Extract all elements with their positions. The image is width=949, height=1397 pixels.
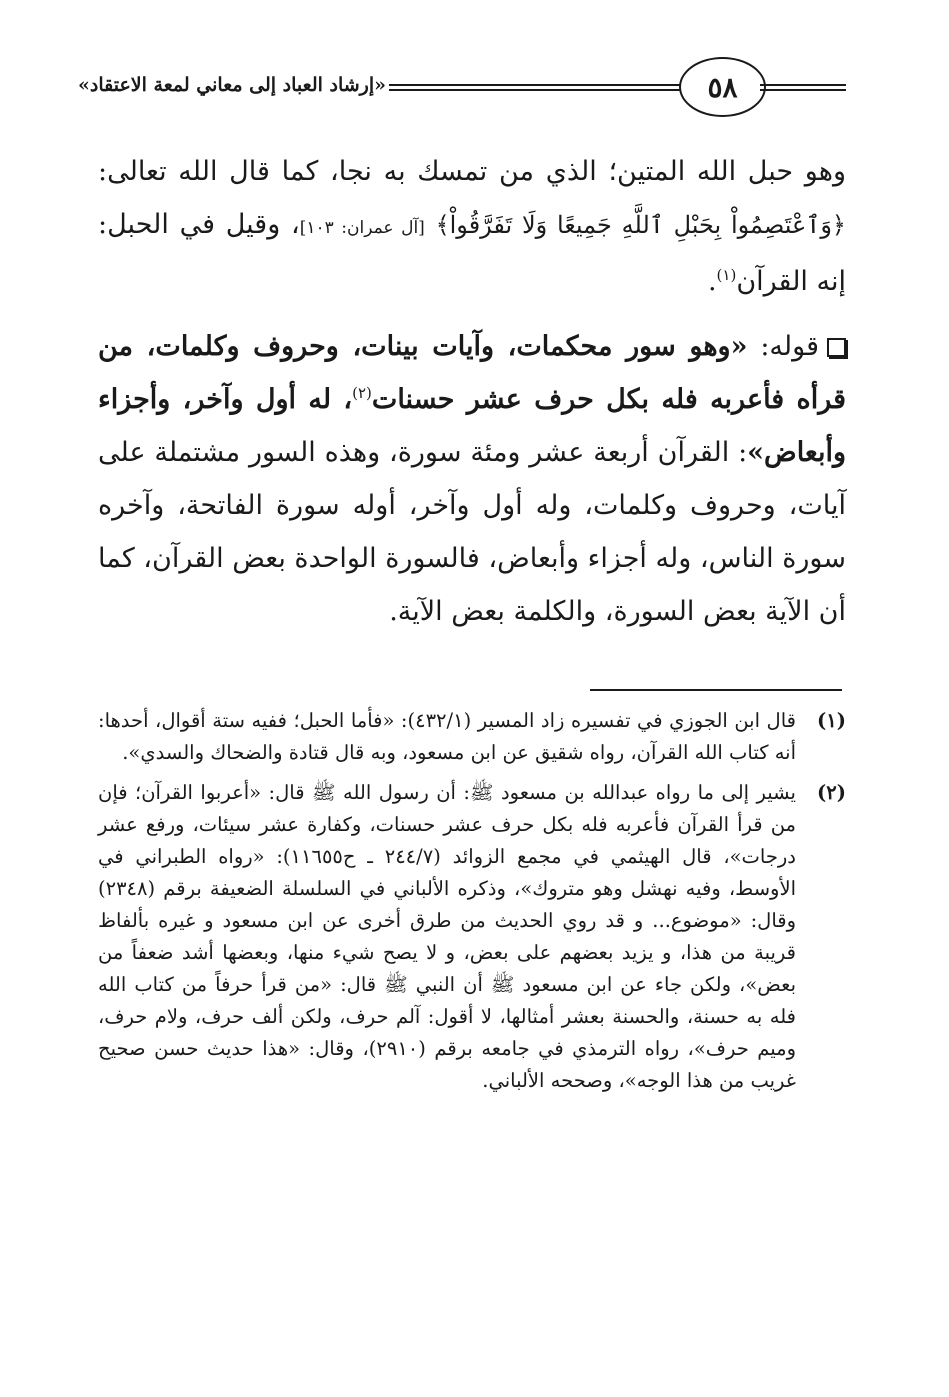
paragraph-2 xyxy=(98,320,846,638)
footnote-1 xyxy=(98,705,846,769)
square-bullet-icon xyxy=(827,338,846,357)
quran-verse: ﴿وَٱعْتَصِمُواْ بِحَبْلِ ٱللَّهِ جَمِيعًا وَلَا تَفَرَّقُواْ﴾ xyxy=(435,211,846,239)
footnote-2 xyxy=(98,777,846,1097)
header-rule-left xyxy=(389,84,681,91)
footnote-text: قال ابن الجوزي في تفسيره زاد المسير (٤٣٢/١): «فأما الحبل؛ ففيه ستة أقوال، أحدها: أنه كتاب الله القرآن، رواه شقيق عن ابن مسعود، وبه قال قتادة والضحاك والسدي». xyxy=(98,709,796,764)
paragraph-1-end: . xyxy=(707,266,717,297)
quoted-matn-a: «وهو سور محكمات، وآيات بينات، وحروف وكلمات، من قرأه فأعربه فله بكل حرف عشر حسنات xyxy=(98,331,846,415)
paragraph-2-intro: قوله: xyxy=(747,331,819,362)
page-number: ٥٨ xyxy=(679,57,766,117)
verse-citation: [آل عمران: ١٠٣] xyxy=(299,218,425,238)
footnote-ref-1[interactable]: (١) xyxy=(716,266,737,284)
header-rule-right xyxy=(760,84,846,91)
quoted-matn-b: ، له أول وآخر، وأجزاء وأبعاض» xyxy=(98,384,846,468)
main-text xyxy=(98,145,846,638)
footnote-number: (٢) xyxy=(817,781,846,804)
footnotes xyxy=(98,705,846,1105)
paragraph-1-text-a: وهو حبل الله المتين؛ الذي من تمسك به نجا، كما قال الله تعالى: xyxy=(98,156,846,187)
footnote-text: يشير إلى ما رواه عبدالله بن مسعود ﷺ: أن رسول الله ﷺ قال: «أعربوا القرآن؛ فإن من قرأ القرآن فأعربه فله بكل حرف عشر حسنات، وكفارة عشر سيئات، ورفع عشر درجات»، قال الهيثمي في مجمع الزوائد (٢٤٤/٧ ـ ح١١٦٥٥): «رواه الطبراني في الأوسط، وفيه نهشل وهو متروك»، وذكره الألباني في السلسلة الضعيفة برقم (٢٣٤٨) وقال: «موضوع... و قد روي الحديث من طرق أخرى عن ابن مسعود و غيره بألفاظ قريبة من هذا، و يزيد بعضهم على بعض، و لا يصح شيء منها، وبعضها أشد ضعفاً من بعض»، ولكن جاء عن ابن مسعود ﷺ أن النبي ﷺ قال: «من قرأ حرفاً من كتاب الله فله به حسنة، والحسنة بعشر أمثالها، لا أقول: آلم حرف، ولكن ألف حرف، ولام حرف، وميم حرف»، رواه الترمذي في جامعه برقم (٢٩١٠)، وقال: «هذا حديث حسن صحيح غريب من هذا الوجه»، وصححه الألباني. xyxy=(98,781,796,1092)
paragraph-2-explanation: : القرآن أربعة عشر ومئة سورة، وهذه السور مشتملة على آيات، وحروف وكلمات، وله أول وآخر، أوله سورة الفاتحة، وآخره سورة الناس، وله أجزاء وأبعاض، فالسورة الواحدة بعض القرآن، كما أن الآية بعض السورة، والكلمة بعض الآية. xyxy=(98,437,846,627)
footnote-number: (١) xyxy=(817,709,846,732)
footnote-ref-2[interactable]: (٢) xyxy=(352,384,372,402)
paragraph-1-text-b: ، وقيل في الحبل: إنه القرآن xyxy=(98,209,846,297)
footnote-separator xyxy=(590,689,842,691)
running-title: «إرشاد العباد إلى معاني لمعة الاعتقاد» xyxy=(78,74,386,96)
paragraph-1 xyxy=(98,145,846,308)
